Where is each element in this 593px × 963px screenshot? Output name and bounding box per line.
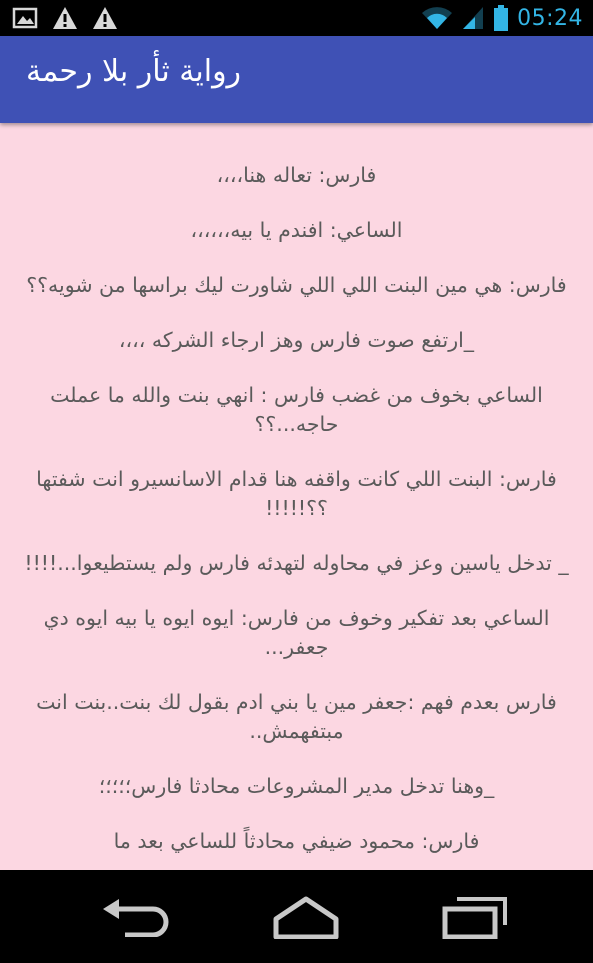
paragraph: الساعي: افندم يا بيه،،،،،، <box>190 218 403 242</box>
app-title: رواية ثأر بلا رحمة <box>26 54 242 89</box>
paragraph: _وهنا تدخل مدير المشروعات محادثا فارس؛؛؛؛؛ <box>98 774 495 798</box>
wifi-icon <box>421 5 453 31</box>
back-icon <box>101 897 175 937</box>
story-content[interactable] <box>0 123 593 870</box>
paragraph: فارس: تعاله هنا،،،، <box>216 163 377 187</box>
home-button[interactable] <box>266 894 346 940</box>
system-icons <box>421 4 583 32</box>
home-icon <box>270 895 342 939</box>
recent-apps-button[interactable] <box>434 894 514 940</box>
app-bar <box>0 36 593 123</box>
status-bar <box>0 0 593 36</box>
paragraph-list <box>0 123 593 856</box>
navigation-bar <box>0 870 593 963</box>
paragraph: الساعي بخوف من غضب فارس : انهي بنت والله ما عملت حاجه...؟؟ <box>50 383 543 436</box>
recent-apps-icon <box>439 895 509 939</box>
paragraph: فارس: محمود ضيفي محادثاً للساعي بعد ما <box>113 829 480 853</box>
paragraph: فارس: هي مين البنت اللي اللي شاورت ليك براسها من شويه؟؟ <box>26 273 567 297</box>
notification-icons <box>12 6 118 30</box>
paragraph: فارس بعدم فهم :جعفر مين يا بني ادم بقول لك بنت..بنت انت مبتفهمش.. <box>36 690 557 743</box>
paragraph: الساعي بعد تفكير وخوف من فارس: ايوه ايوه يا بيه ايوه دي جعفر... <box>43 606 550 659</box>
battery-icon <box>493 4 509 32</box>
warning-icon <box>52 6 78 30</box>
warning-icon <box>92 6 118 30</box>
signal-icon <box>461 5 485 31</box>
back-button[interactable] <box>98 894 178 940</box>
paragraph: _ تدخل ياسين وعز في محاوله لتهدئه فارس ولم يستطيعوا...!!!! <box>24 551 569 575</box>
paragraph: _ارتفع صوت فارس وهز ارجاء الشركه ،،،، <box>118 328 475 352</box>
clock: 05:24 <box>517 5 583 31</box>
image-notification-icon <box>12 6 38 30</box>
paragraph: فارس: البنت اللي كانت واقفه هنا قدام الاسانسيرو انت شفتها ؟؟!!!!! <box>36 467 557 520</box>
